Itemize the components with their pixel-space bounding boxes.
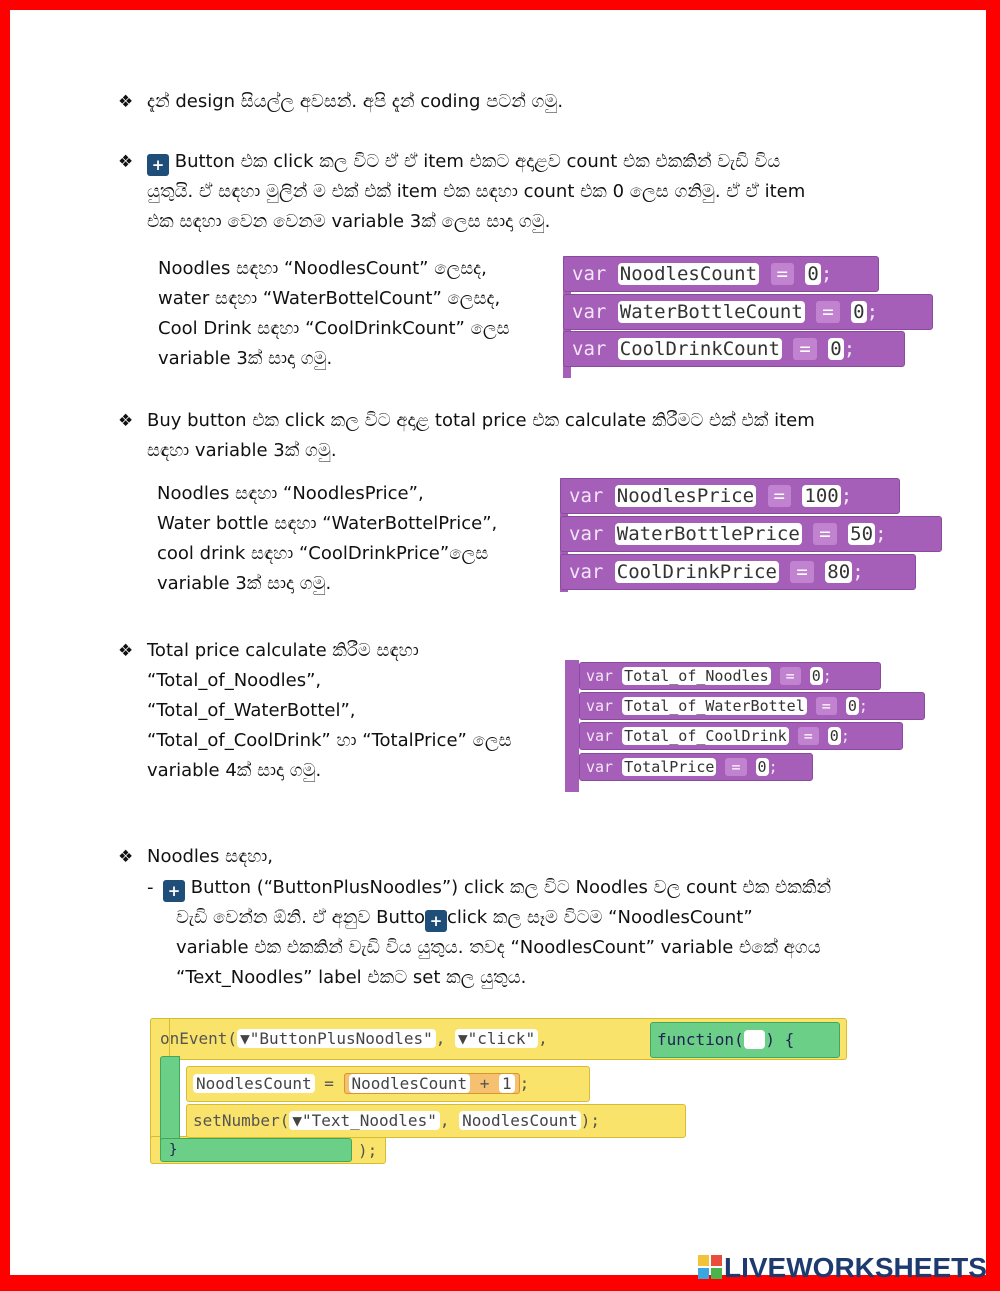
var-block[interactable]: var WaterBottleCount = 0 ; bbox=[563, 294, 933, 330]
bullet-icon: ❖ bbox=[118, 92, 134, 112]
var-block[interactable]: var Total_of_WaterBottel = 0 ; bbox=[579, 692, 925, 720]
dropdown-arrow-icon: ▼ bbox=[292, 1111, 302, 1130]
section3-desc-2: Water bottle සඳහා “WaterBottelPrice”, bbox=[157, 513, 498, 534]
onevent-header: onEvent( ▼"ButtonPlusNoodles" , ▼"click" , bbox=[160, 1029, 548, 1048]
section4-line-2: “Total_of_Noodles”, bbox=[147, 670, 322, 691]
section3-desc-4: variable 3ක් සාදා ගමු. bbox=[157, 573, 332, 594]
section5-line2: වැඩි වෙන්න ඕනි. ඒ අනුව Butto + click කල සෑම විටම “NoodlesCount” bbox=[176, 907, 753, 930]
var-block[interactable]: var CoolDrinkCount = 0 ; bbox=[563, 331, 905, 367]
dash: - bbox=[147, 877, 154, 898]
section5-line4: “Text_Noodles” label එකට set කල යුතුය. bbox=[176, 967, 527, 988]
bullet-icon: ❖ bbox=[118, 641, 134, 661]
section3-line1: Buy button එක click කල විට අදාළ total price එක calculate කිරීමට එක් එක් item bbox=[147, 410, 815, 431]
dropdown-arrow-icon: ▼ bbox=[240, 1029, 250, 1048]
section3-desc-3: cool drink සඳහා “CoolDrinkPrice”ලෙස bbox=[157, 543, 489, 564]
section2-desc-1: Noodles සඳහා “NoodlesCount” ලෙසද, bbox=[158, 258, 487, 279]
close-paren: ); bbox=[358, 1141, 378, 1160]
section2-line3: එක සඳහා වෙන වෙනම variable 3ක් ලෙස සාදා ගමු. bbox=[147, 211, 551, 232]
var-block[interactable]: var Total_of_Noodles = 0 ; bbox=[579, 662, 881, 690]
var-block[interactable]: var NoodlesCount = 0 ; bbox=[563, 256, 879, 292]
section5-heading: Noodles සඳහා, bbox=[147, 846, 274, 867]
section2-line2: යුතුයි. ඒ සඳහා මුලින් ම එක් එක් item එක සඳහා count එක 0 ලෙස ගනිමු. ඒ ඒ item bbox=[147, 181, 806, 202]
bullet-icon: ❖ bbox=[118, 847, 134, 867]
plus-button-icon: + bbox=[425, 910, 447, 932]
section5-line1: + Button (“ButtonPlusNoodles”) click කල විට Noodles වල count එක එකකින් bbox=[163, 873, 831, 903]
section3-line2: සඳහා variable 3ක් ගමු. bbox=[147, 440, 337, 461]
var-block[interactable]: var NoodlesPrice = 100 ; bbox=[560, 478, 900, 514]
section2-desc-2: water සඳහා “WaterBottelCount” ලෙසද, bbox=[158, 288, 501, 309]
function-block[interactable]: function( ) { bbox=[650, 1022, 840, 1058]
section2-desc-4: variable 3ක් සාදා ගමු. bbox=[158, 348, 333, 369]
section1-line: දැන් design සියල්ල අවසන්. අපි දැන් coding පටන් ගමු. bbox=[147, 91, 564, 112]
block-stack-bar bbox=[565, 660, 579, 792]
section4-line-1: Total price calculate කිරීම සඳහා bbox=[147, 640, 419, 661]
section2-line1: + Button එක click කල විට ඒ ඒ item එකට අදාළව count එක එකකින් වැඩි විය bbox=[147, 147, 780, 177]
section3-desc-1: Noodles සඳහා “NoodlesPrice”, bbox=[157, 483, 424, 504]
section4-line-5: variable 4ක් සාදා ගමු. bbox=[147, 760, 322, 781]
var-block[interactable]: var TotalPrice = 0 ; bbox=[579, 753, 813, 781]
section4-line-3: “Total_of_WaterBottel”, bbox=[147, 700, 356, 721]
setnumber-block[interactable]: setNumber( ▼"Text_Noodles" , NoodlesCount ); bbox=[186, 1104, 686, 1138]
assign-block[interactable]: NoodlesCount = NoodlesCount + 1 ; bbox=[186, 1066, 590, 1102]
section5-line3: variable එක එකකින් වැඩි විය යුතුය. තවද “NoodlesCount” variable එකේ අගය bbox=[176, 937, 821, 958]
function-block-bottom: } bbox=[160, 1138, 352, 1162]
logo-badge-icon bbox=[698, 1255, 722, 1279]
var-block[interactable]: var CoolDrinkPrice = 80 ; bbox=[560, 554, 916, 590]
bullet-icon: ❖ bbox=[118, 411, 134, 431]
dropdown-arrow-icon: ▼ bbox=[458, 1029, 468, 1048]
section4-line-4: “Total_of_CoolDrink” හා “TotalPrice” ලෙස bbox=[147, 730, 512, 751]
plus-button-icon: + bbox=[163, 880, 185, 902]
var-block[interactable]: var Total_of_CoolDrink = 0 ; bbox=[579, 722, 903, 750]
section2-desc-3: Cool Drink සඳහා “CoolDrinkCount” ලෙස bbox=[158, 318, 510, 339]
plus-button-icon: + bbox=[147, 154, 169, 176]
liveworksheets-logo: LIVEWORKSHEETS bbox=[698, 1252, 987, 1286]
var-block[interactable]: var WaterBottlePrice = 50 ; bbox=[560, 516, 942, 552]
bullet-icon: ❖ bbox=[118, 152, 134, 172]
